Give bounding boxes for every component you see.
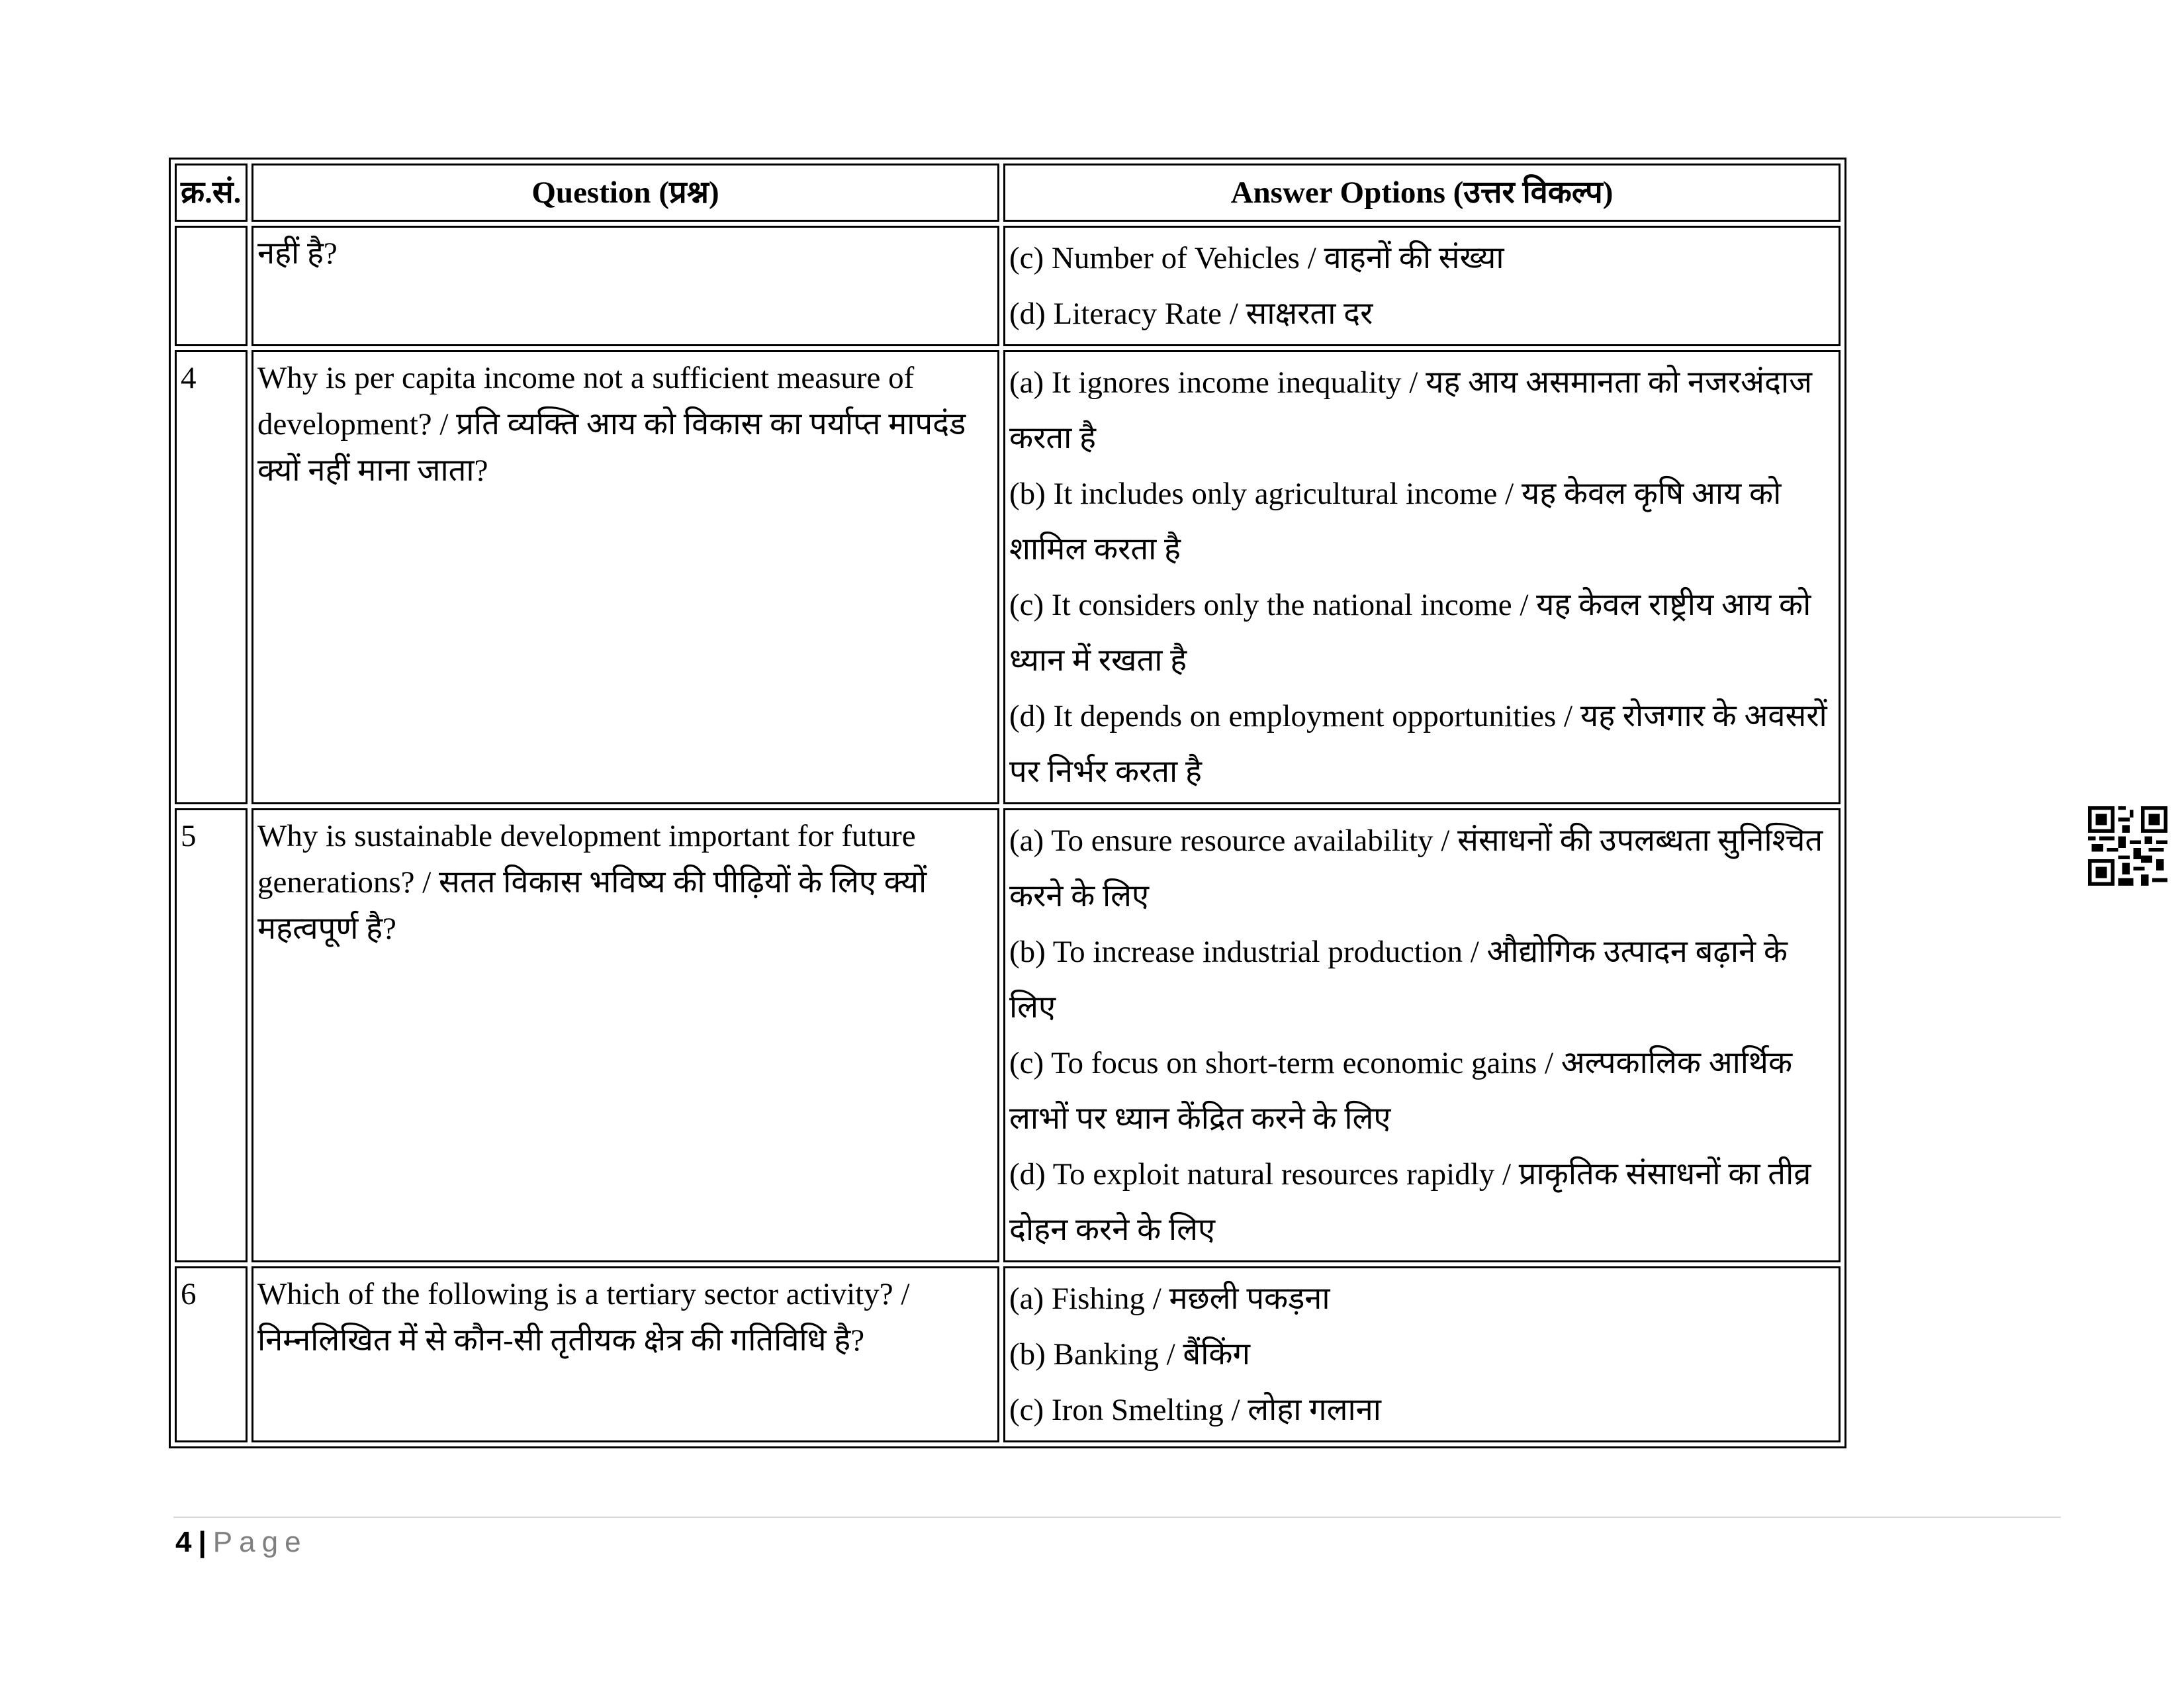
options-cell (1003, 808, 1841, 1262)
question-cell: Which of the following is a tertiary sector activity? / निम्नलिखित में से कौन-सी तृतीयक क्षेत्र की गतिविधि है? (251, 1266, 999, 1442)
answer-option: (d) It depends on employment opportunities / यह रोजगार के अवसरों पर निर्भर करता है (1009, 699, 1827, 789)
footer-divider (173, 1517, 2061, 1518)
question-cell: नहीं है? (251, 226, 999, 346)
table-row (175, 808, 1841, 1262)
answer-option: (c) To focus on short-term economic gains / अल्पकालिक आर्थिक लाभों पर ध्यान केंद्रित करने के लिए (1009, 1046, 1793, 1136)
answer-option: (b) It includes only agricultural income / यह केवल कृषि आय को शामिल करता है (1009, 477, 1782, 567)
answer-option: (c) It considers only the national income / यह केवल राष्ट्रीय आय को ध्यान में रखता है (1009, 588, 1811, 678)
options-cell (1003, 226, 1841, 346)
table-row (175, 226, 1841, 346)
question-cell: Why is sustainable development important for future generations? / सतत विकास भविष्य की पीढ़ियों के लिए क्यों महत्वपूर्ण है? (251, 808, 999, 1262)
options-cell (1003, 1266, 1841, 1442)
page-footer (175, 1523, 308, 1562)
serial-number-cell (175, 226, 248, 346)
header-answer-options: Answer Options (उत्तर विकल्प) (1003, 164, 1841, 222)
answer-option: (b) To increase industrial production / औद्योगिक उत्पादन बढ़ाने के लिए (1009, 935, 1788, 1025)
answer-option: (a) It ignores income inequality / यह आय असमानता को नजरअंदाज करता है (1009, 365, 1812, 455)
answer-option: (a) Fishing / मछली पकड़ना (1009, 1282, 1330, 1316)
answer-option: (c) Iron Smelting / लोहा गलाना (1009, 1393, 1381, 1427)
table-header-row (175, 164, 1841, 222)
header-serial-number: क्र.सं. (175, 164, 248, 222)
options-cell (1003, 350, 1841, 804)
header-question: Question (प्रश्न) (251, 164, 999, 222)
table-row (175, 350, 1841, 804)
page-label: Page (212, 1526, 308, 1558)
answer-option: (d) Literacy Rate / साक्षरता दर (1009, 297, 1373, 331)
table-row (175, 1266, 1841, 1442)
serial-number-cell: 5 (175, 808, 248, 1262)
qr-code-icon (2088, 806, 2167, 886)
serial-number-cell: 4 (175, 350, 248, 804)
footer-separator: | (198, 1526, 206, 1558)
answer-option: (b) Banking / बैंकिंग (1009, 1337, 1250, 1372)
page-number: 4 (175, 1526, 192, 1558)
answer-option: (a) To ensure resource availability / संसाधनों की उपलब्धता सुनिश्चित करने के लिए (1009, 823, 1823, 914)
question-cell: Why is per capita income not a sufficient measure of development? / प्रति व्यक्ति आय को विकास का पर्याप्त मापदंड क्यों नहीं माना जाता? (251, 350, 999, 804)
question-table (169, 158, 1846, 1448)
answer-option: (c) Number of Vehicles / वाहनों की संख्या (1009, 241, 1504, 275)
serial-number-cell: 6 (175, 1266, 248, 1442)
answer-option: (d) To exploit natural resources rapidly / प्राकृतिक संसाधनों का तीव्र दोहन करने के लिए (1009, 1157, 1811, 1247)
